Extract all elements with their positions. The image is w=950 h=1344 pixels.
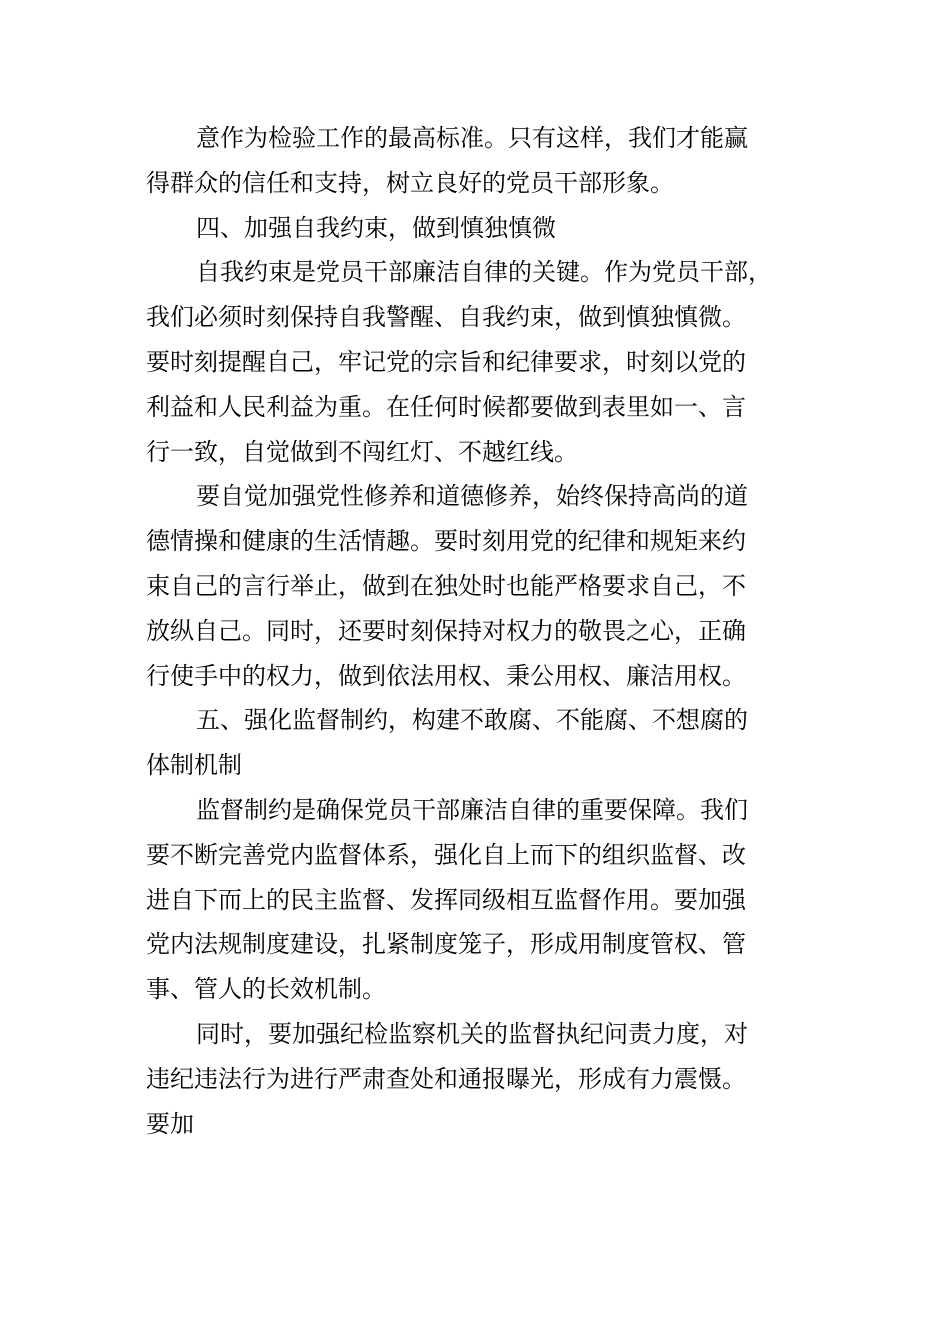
text-line: 党内法规制度建设，扎紧制度笼子，形成用制度管权、管 (146, 930, 746, 959)
text-line: 事、管人的长效机制。 (146, 975, 386, 1004)
text-line: 意作为检验工作的最高标准。只有这样，我们才能赢 (196, 124, 748, 152)
text-line: 行一致，自觉做到不闯红灯、不越红线。 (146, 437, 578, 466)
text-line: 同时，要加强纪检监察机关的监督执纪问责力度，对 (196, 1019, 748, 1048)
text-line: 自我约束是党员干部廉洁自律的关键。作为党员干部， (196, 258, 772, 287)
text-line: 体制机制 (146, 751, 242, 780)
text-line: 束自己的言行举止，做到在独处时也能严格要求自己，不 (146, 571, 746, 600)
text-line: 违纪违法行为进行严肃查处和通报曝光，形成有力震慑。 (146, 1064, 746, 1093)
text-line: 要加 (146, 1109, 194, 1138)
text-line: 五、强化监督制约，构建不敢腐、不能腐、不想腐的 (196, 706, 748, 735)
text-line: 要时刻提醒自己，牢记党的宗旨和纪律要求，时刻以党的 (146, 347, 746, 376)
text-line: 我们必须时刻保持自我警醒、自我约束，做到慎独慎微。 (146, 303, 746, 332)
text-line: 要自觉加强党性修养和道德修养，始终保持高尚的道 (196, 482, 748, 511)
text-line: 得群众的信任和支持，树立良好的党员干部形象。 (146, 168, 674, 197)
document-body (146, 116, 806, 1146)
text-line: 四、加强自我约束，做到慎独慎微 (196, 213, 556, 242)
text-line: 进自下而上的民主监督、发挥同级相互监督作用。要加强 (146, 885, 746, 914)
text-line: 放纵自己。同时，还要时刻保持对权力的敬畏之心，正确 (146, 616, 746, 645)
text-line: 监督制约是确保党员干部廉洁自律的重要保障。我们 (196, 795, 748, 824)
text-line: 德情操和健康的生活情趣。要时刻用党的纪律和规矩来约 (146, 527, 746, 556)
text-line: 利益和人民利益为重。在任何时候都要做到表里如一、言 (146, 392, 746, 421)
text-line: 要不断完善党内监督体系，强化自上而下的组织监督、改 (146, 840, 746, 869)
text-line: 行使手中的权力，做到依法用权、秉公用权、廉洁用权。 (146, 661, 746, 690)
